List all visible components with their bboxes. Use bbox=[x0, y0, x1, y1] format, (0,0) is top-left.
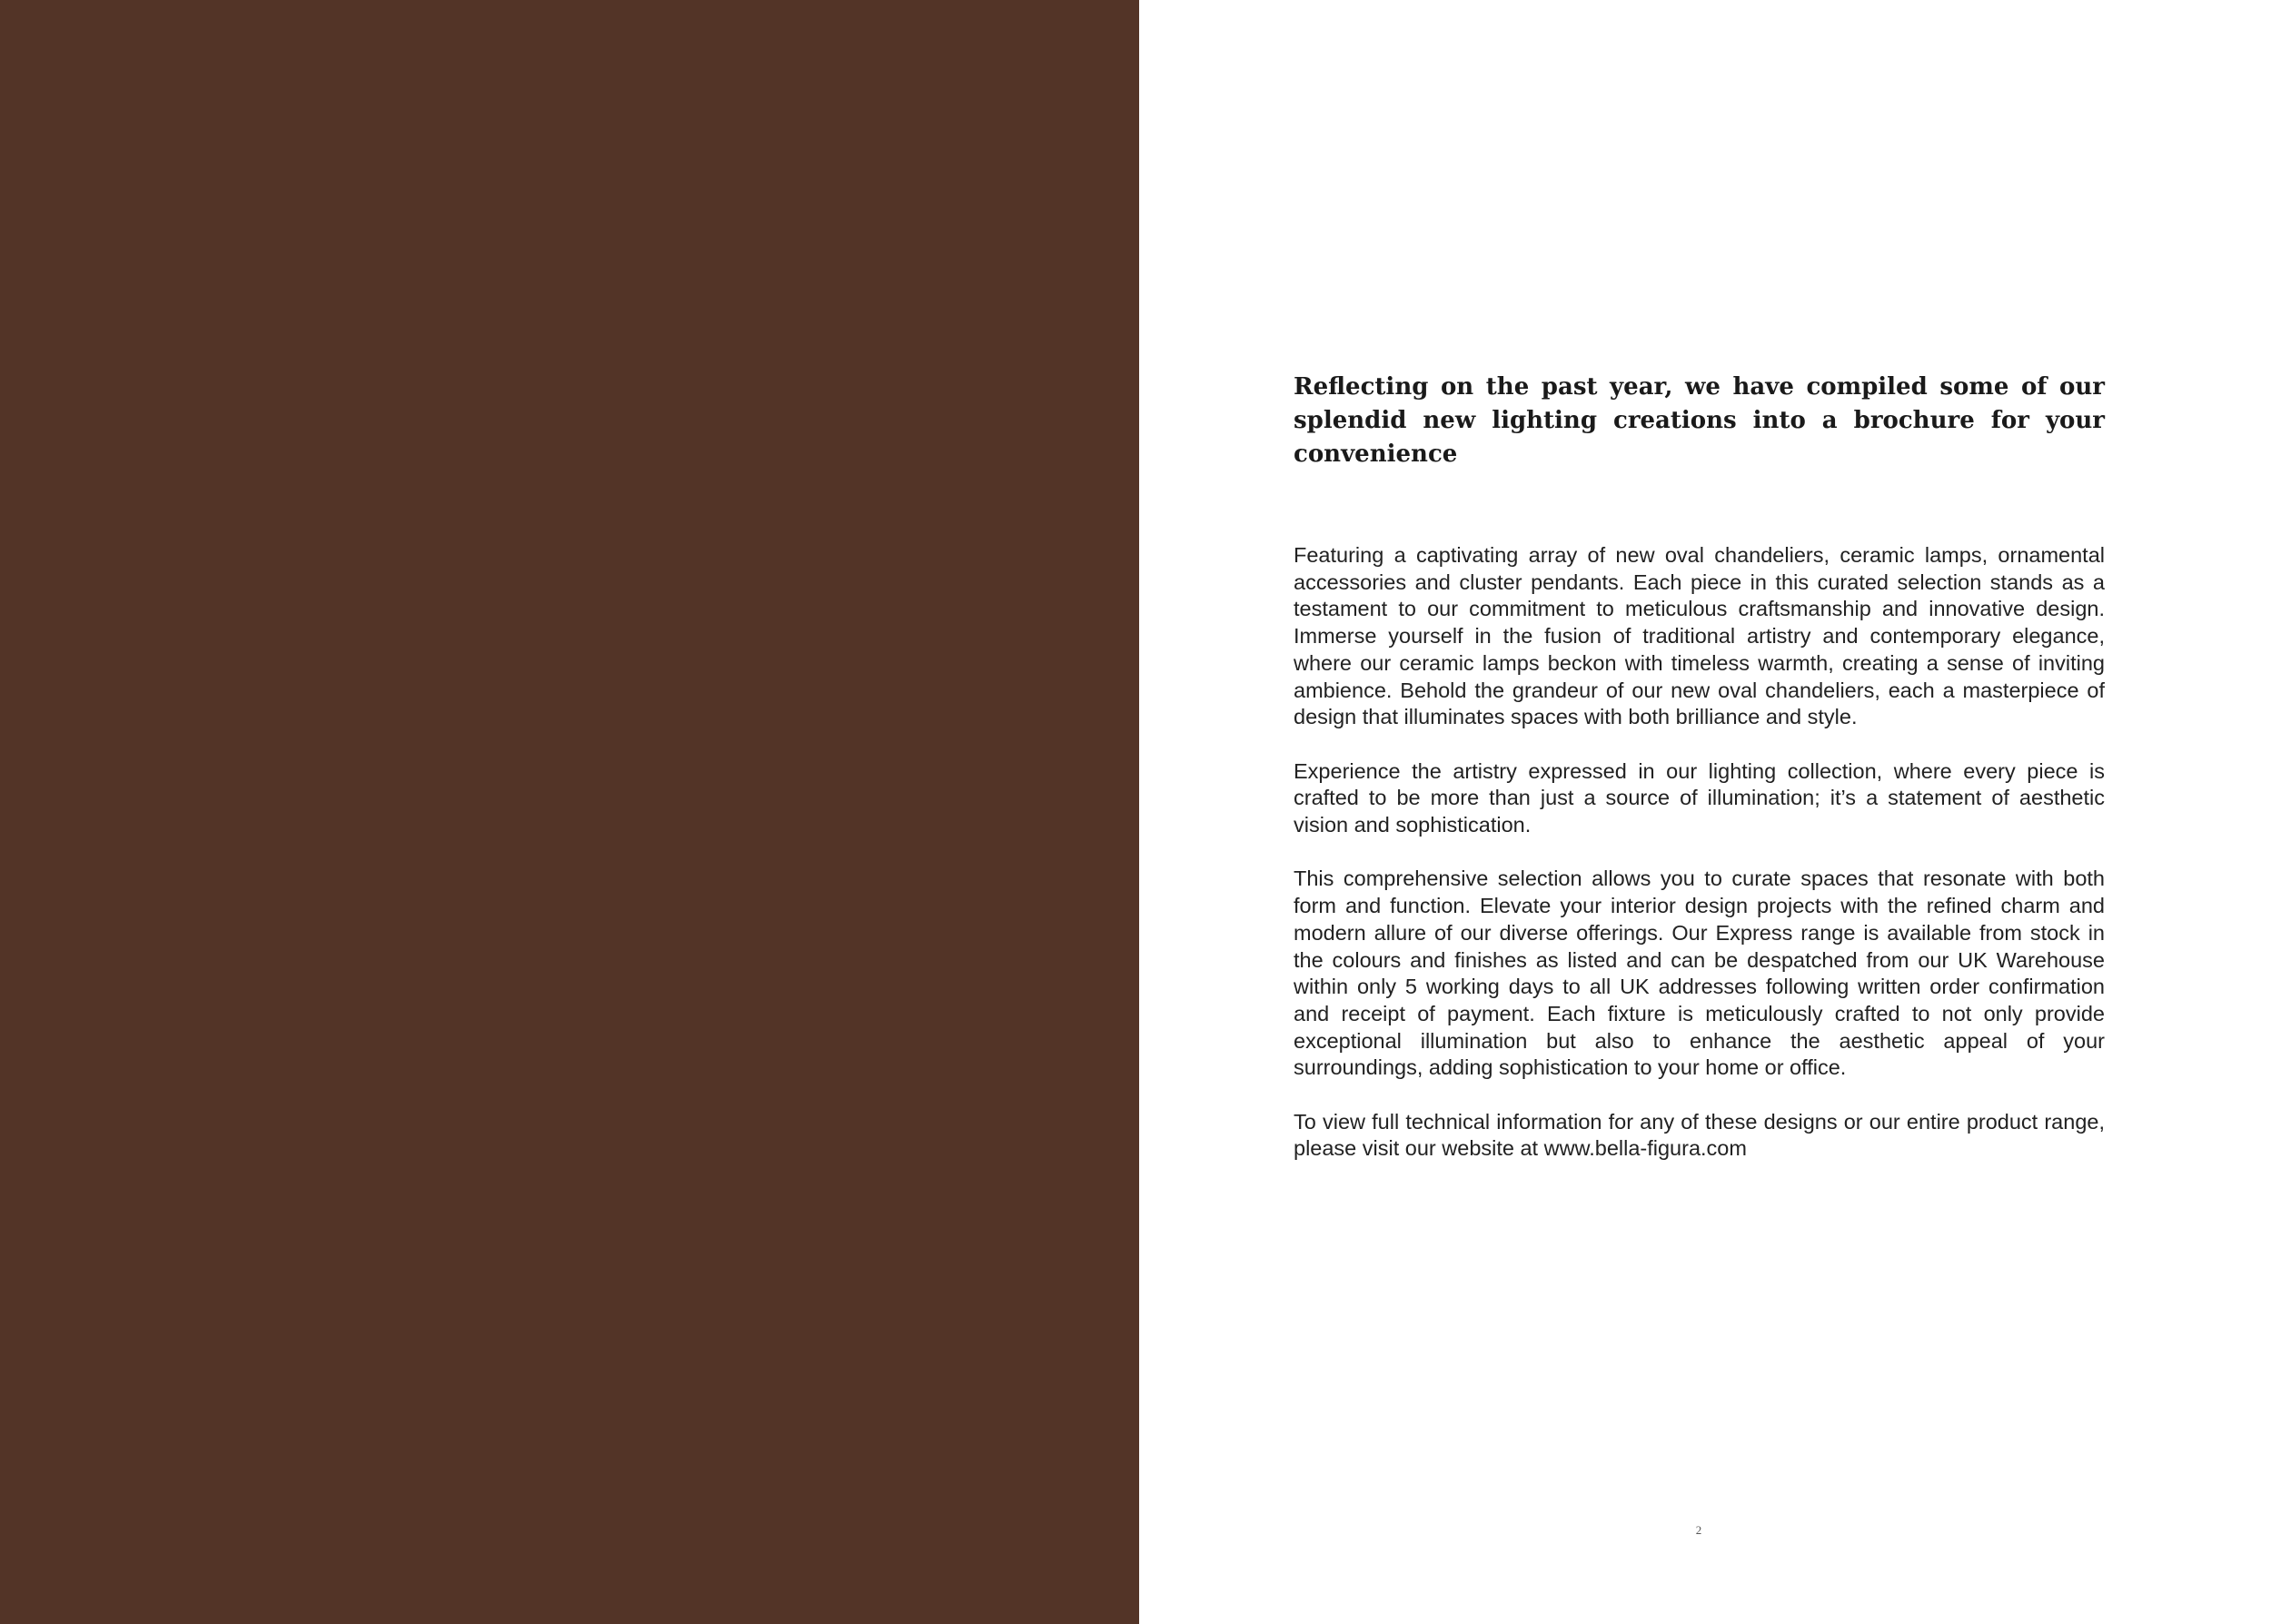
paragraph-artistry: Experience the artistry expressed in our lighting collection, where every piece is crafted to be more than just a source of illumination; it’s a statement of aesthetic vision and sophistication. bbox=[1294, 758, 2105, 837]
intro-text-block bbox=[1294, 371, 2105, 1163]
paragraph-selection: This comprehensive selection allows you to curate spaces that resonate with both form and function. Elevate your interior design projects with the refined charm and modern allure of our diverse offerings. Our Express range is available from stock in the colours and finishes as listed and can be despatched from our UK Warehouse within only 5 working days to all UK addresses following written order confirmation and receipt of payment. Each fixture is meticulously crafted to not only provide exceptional illumination but also to enhance the aesthetic appeal of your surroundings, adding sophistication to your home or office. bbox=[1294, 866, 2105, 1080]
paragraph-website: To view full technical information for any of these designs or our entire product range, please visit our website at www.bella-figura.com bbox=[1294, 1109, 2105, 1161]
page-number: 2 bbox=[1695, 1523, 1702, 1537]
page-headline: Reflecting on the past year, we have compiled some of our splendid new lighting creations into a brochure for your convenience bbox=[1294, 373, 2105, 468]
paragraph-featuring: Featuring a captivating array of new oval chandeliers, ceramic lamps, ornamental accessories and cluster pendants. Each piece in this curated selection stands as a testament to our commitment to meticulous craftsmanship and innovative design. Immerse yourself in the fusion of traditional artistry and contemporary elegance, where our ceramic lamps beckon with timeless warmth, creating a sense of inviting ambience. Behold the grandeur of our new oval chandeliers, each a masterpiece of design that illuminates spaces with both brilliance and style. bbox=[1294, 543, 2105, 729]
